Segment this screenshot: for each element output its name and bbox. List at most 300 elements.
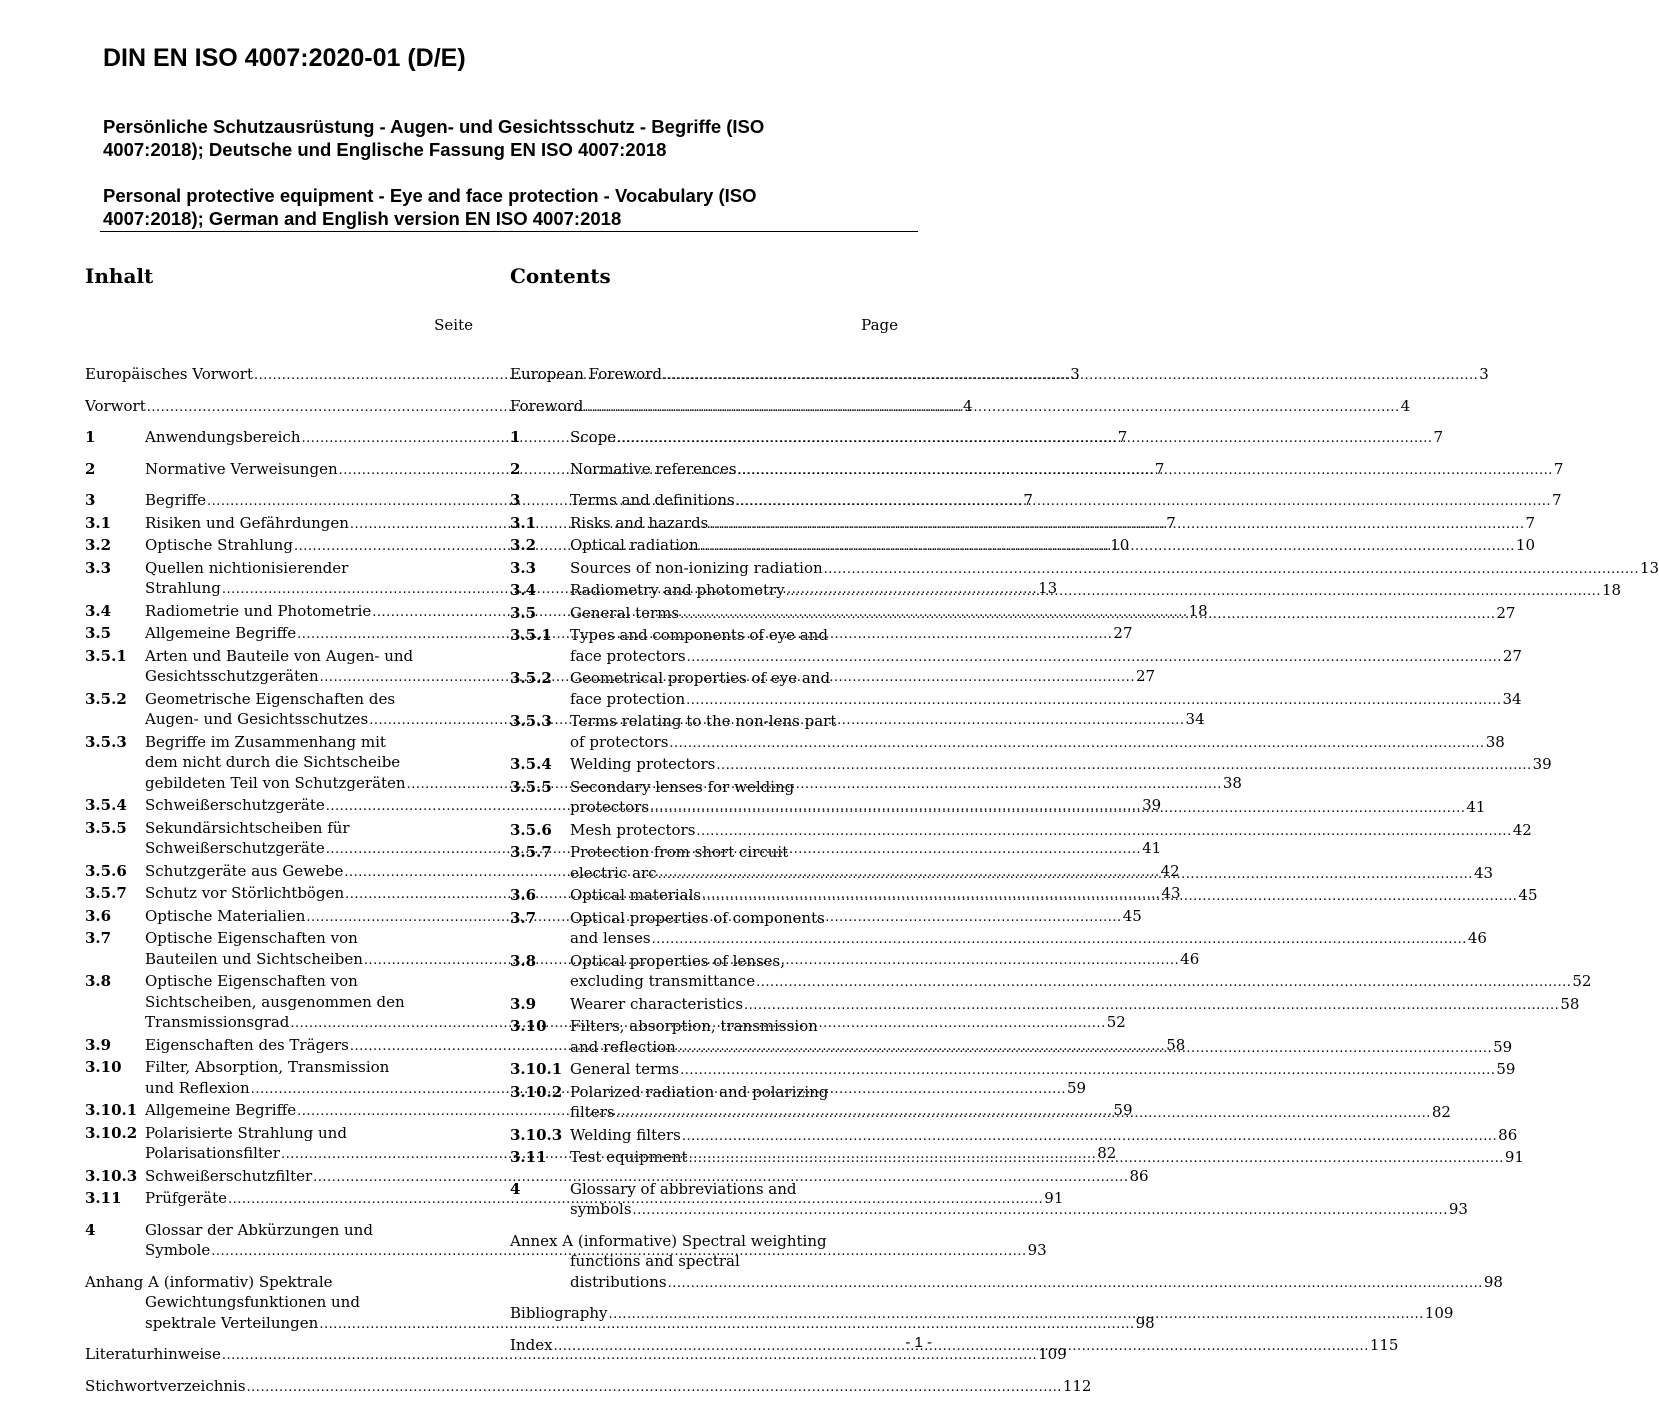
toc-entry-text — [570, 1125, 1517, 1148]
toc-entry-title: and reflection — [570, 1037, 676, 1056]
toc-entry-number: 3.5.6 — [85, 861, 127, 880]
toc-entry-number: 3.10.3 — [85, 1166, 138, 1185]
toc-entry-page: 27 — [1496, 603, 1516, 622]
toc-entry-number: 3.10.3 — [510, 1125, 563, 1144]
toc-entry-line: Protection from short circuit — [570, 843, 789, 861]
toc-english-list — [510, 364, 1659, 1357]
toc-entry-text — [570, 625, 1522, 668]
toc-leader-dots — [680, 605, 1495, 626]
toc-entry-number: 3.5.3 — [510, 712, 552, 730]
toc-entry-page: 109 — [1424, 1304, 1454, 1322]
toc-entry-number: 3 — [85, 491, 96, 509]
toc-english-page-label: Page — [861, 316, 898, 334]
toc-entry-line: functions and spectral — [570, 1252, 740, 1270]
toc-leader-dots — [744, 996, 1559, 1017]
toc-entry-title: Anwendungsbereich — [145, 428, 301, 446]
title-english-line1: Personal protective equipment - Eye and face protection - Vocabulary (ISO — [103, 185, 757, 206]
toc-entry-text — [85, 1376, 1091, 1399]
toc-entry-title: Begriffe — [145, 491, 207, 509]
title-english — [103, 184, 883, 230]
toc-entry-number: 3.5.7 — [85, 884, 127, 902]
toc-entry-title: gebildeten Teil von Schutzgeräten — [145, 773, 406, 792]
toc-entry-page: 52 — [1106, 1013, 1126, 1031]
toc-entry-title: Bibliography — [510, 1304, 608, 1322]
toc-leader-dots — [709, 515, 1524, 536]
toc-entry-page: 3 — [1070, 365, 1080, 383]
toc-entry-title: Optische Materialien — [145, 906, 306, 925]
toc-entry-page: 98 — [1483, 1272, 1503, 1291]
title-german-line2: 4007:2018); Deutsche und Englische Fassung EN ISO 4007:2018 — [103, 139, 667, 160]
toc-entry-title: Optical materials — [570, 886, 702, 904]
toc-entry-title: Bauteilen und Sichtscheiben — [145, 949, 363, 968]
toc-entry-page: 41 — [1142, 839, 1162, 857]
toc-entry-page: 18 — [1601, 581, 1622, 599]
toc-gap — [510, 1170, 898, 1179]
toc-entry-number: 3.5 — [510, 603, 537, 622]
toc-entry-title: Test equipment — [570, 1148, 688, 1166]
toc-entry-text — [570, 1179, 1468, 1222]
toc-entry-text — [570, 842, 1493, 885]
toc-entry-title: Schutz vor Störlichtbögen — [145, 884, 345, 902]
toc-entry-text — [570, 711, 1505, 754]
toc-gap — [85, 1367, 473, 1376]
toc-entry-number: 3.5.3 — [85, 732, 127, 751]
toc-entry-page: 4 — [1400, 396, 1411, 415]
toc-entry-number: 3.7 — [510, 908, 537, 927]
toc-entry-text — [570, 668, 1522, 711]
toc-entry-number: 4 — [510, 1179, 521, 1198]
toc-entry-title: Risiken und Gefährdungen — [145, 513, 349, 532]
toc-gap — [510, 1222, 898, 1231]
toc-entry-page: 45 — [1122, 906, 1142, 925]
toc-entry-number: 3.10.1 — [85, 1101, 138, 1119]
toc-entry-page: 34 — [1185, 710, 1205, 728]
toc-entry-title: Allgemeine Begriffe — [145, 624, 297, 642]
toc-entry-line: Glossary of abbreviations and — [570, 1179, 797, 1198]
toc-leader-dots — [658, 865, 1473, 886]
toc-entry-title: electric arc — [570, 863, 657, 882]
toc-entry-page: 58 — [1560, 994, 1580, 1013]
toc-entry-text — [570, 535, 1535, 558]
toc-entry-page: 43 — [1473, 863, 1494, 882]
toc-entry-title: Symbole — [145, 1241, 211, 1259]
toc-entry-text — [570, 908, 1487, 951]
toc-entry-page: 7 — [1154, 459, 1165, 478]
toc-entry-page: 93 — [1448, 1200, 1468, 1218]
toc-entry-title: distributions — [570, 1272, 667, 1291]
toc-entry-page: 46 — [1180, 949, 1200, 968]
toc-entry-page: 52 — [1572, 972, 1592, 990]
toc-entry-page: 38 — [1485, 732, 1505, 751]
toc-entry-number: 2 — [510, 459, 521, 478]
toc-entry-line: Terms relating to the non-lens part — [570, 712, 837, 730]
toc-german-page-label: Seite — [434, 316, 473, 334]
toc-entry-number: 3.10 — [85, 1058, 122, 1076]
toc-entry-number: 4 — [85, 1220, 96, 1239]
toc-entry-text — [570, 580, 1621, 603]
toc-entry-number: 3.10.2 — [85, 1123, 138, 1142]
toc-entry-number: 3.8 — [85, 972, 112, 990]
toc-entry-text — [570, 558, 1659, 581]
document-id: DIN EN ISO 4007:2020-01 (D/E) — [103, 44, 466, 72]
header-divider — [100, 231, 918, 232]
toc-entry-number: 3.7 — [85, 929, 112, 947]
toc-entry-page: 59 — [1113, 1101, 1133, 1119]
toc-entry[interactable] — [510, 1059, 1516, 1082]
toc-entry-page: 3 — [1479, 365, 1489, 383]
toc-entry[interactable] — [510, 994, 1580, 1017]
toc-entry-text — [570, 513, 1535, 536]
toc-entry-number: 3.1 — [85, 513, 112, 532]
toc-entry-title: Wearer characteristics — [570, 994, 744, 1013]
toc-entry-text — [570, 1147, 1524, 1170]
toc-entry-number: 3.11 — [510, 1148, 547, 1166]
toc-entry-number: 3.6 — [510, 886, 537, 904]
toc-entry-line: Types and components of eye and — [570, 626, 828, 644]
toc-entry-page: 59 — [1496, 1060, 1516, 1078]
toc-entry-text — [570, 885, 1538, 908]
toc-entry-title: Strahlung — [145, 579, 221, 597]
toc-gap — [510, 418, 898, 427]
toc-entry-title: Scope — [570, 428, 617, 446]
toc-entry-number: 3.10 — [510, 1017, 547, 1035]
toc-entry-number: 3.5.4 — [510, 755, 552, 773]
title-english-line2: 4007:2018); German and English version EN ISO 4007:2018 — [103, 208, 622, 229]
toc-entry-page: 98 — [1135, 1313, 1155, 1332]
toc-entry[interactable] — [510, 1125, 1518, 1148]
toc-leader-dots — [736, 492, 1551, 513]
toc-entry-text — [510, 1231, 1503, 1295]
toc-gap — [85, 1335, 473, 1344]
toc-entry-text — [570, 603, 1515, 626]
toc-entry[interactable] — [510, 513, 1536, 536]
toc-entry-title: Polarisationsfilter — [145, 1144, 280, 1162]
toc-entry-line: Annex A (informative) Spectral weighting — [510, 1231, 827, 1250]
toc-entry-page: 112 — [1062, 1376, 1092, 1395]
toc-entry-title: Index — [510, 1335, 553, 1354]
toc-leader-dots — [617, 429, 1432, 450]
toc-leader-dots — [668, 1274, 1483, 1295]
toc-leader-dots — [663, 366, 1478, 387]
toc-entry-title: Schweißerschutzgeräte — [145, 796, 325, 814]
toc-entry-title: excluding transmittance — [570, 972, 756, 990]
toc-entry-page: 7 — [1525, 513, 1536, 532]
toc-entry[interactable] — [510, 820, 1532, 843]
toc-entry-title: Risks and hazards — [570, 513, 709, 532]
toc-entry-line: Optische Eigenschaften von — [145, 929, 358, 947]
page-number: - 1 - — [905, 1334, 932, 1351]
toc-entry-line: Optische Eigenschaften von — [145, 972, 358, 990]
title-german — [103, 115, 883, 161]
toc-entry-title: Optische Strahlung — [145, 536, 293, 554]
toc-entry-text — [510, 1335, 1398, 1358]
toc-leader-dots — [687, 648, 1502, 669]
toc-entry-page: 91 — [1504, 1148, 1524, 1166]
toc-entry-title: Welding filters — [570, 1125, 681, 1144]
toc-entry-line: Sekundärsichtscheiben für — [145, 818, 350, 837]
toc-entry-line: Polarized radiation and polarizing — [570, 1082, 829, 1101]
toc-leader-dots — [738, 461, 1553, 482]
toc-entry-title: Schweißerschutzfilter — [145, 1166, 313, 1185]
toc-entry-line: Polarisierte Strahlung und — [145, 1123, 347, 1142]
toc-entry-page: 38 — [1222, 773, 1242, 792]
toc-entry-title: Radiometrie und Photometrie — [145, 601, 372, 620]
toc-entry-page: 34 — [1502, 689, 1522, 708]
toc-entry-title: European Foreword — [510, 365, 662, 383]
toc-entry-number: 3.5 — [85, 624, 112, 642]
toc-entry-page: 45 — [1518, 886, 1538, 904]
toc-entry-page: 115 — [1369, 1335, 1399, 1354]
toc-leader-dots — [247, 1378, 1062, 1399]
toc-entry-page: 46 — [1467, 929, 1487, 947]
toc-entry-title: protectors — [570, 798, 650, 816]
toc-leader-dots — [756, 973, 1571, 994]
toc-entry-page: 7 — [1023, 491, 1033, 509]
toc-entry-page: 86 — [1498, 1125, 1518, 1144]
toc-entry-page: 82 — [1431, 1103, 1451, 1121]
toc-entry-number: 3.5.6 — [510, 820, 552, 839]
toc-entry-text — [570, 951, 1591, 994]
toc-entry-page: 27 — [1113, 624, 1133, 642]
toc-leader-dots — [700, 537, 1515, 558]
toc-entry-title: Welding protectors — [570, 755, 716, 773]
toc-entry[interactable] — [510, 427, 1444, 450]
toc-gap — [85, 481, 473, 490]
toc-entry-number: 3.5.1 — [510, 626, 552, 644]
toc-gap — [85, 450, 473, 459]
toc-leader-dots — [616, 1104, 1431, 1125]
toc-entry-page: 7 — [1117, 428, 1128, 446]
toc-entry-page: 58 — [1166, 1035, 1186, 1054]
toc-gap — [510, 1294, 898, 1303]
toc-entry-title: filters — [570, 1103, 615, 1121]
toc-entry-line: Anhang A (informativ) Spektrale — [85, 1272, 333, 1291]
toc-entry-page: 13 — [1038, 579, 1058, 597]
toc-entry-number: 3.11 — [85, 1189, 122, 1207]
toc-entry-number: 3.5.2 — [510, 669, 552, 687]
toc-entry-line: Glossar der Abkürzungen und — [145, 1220, 373, 1239]
toc-entry-title: Transmissionsgrad — [145, 1013, 290, 1031]
toc-entry-number: 3.9 — [85, 1035, 112, 1054]
toc-entry-number: 2 — [85, 459, 96, 478]
toc-entry-line: Sichtscheiben, ausgenommen den — [145, 992, 405, 1011]
toc-entry-line: Geometrische Eigenschaften des — [145, 689, 396, 708]
toc-entry-page: 7 — [1433, 428, 1444, 446]
toc-entry-page: 42 — [1160, 861, 1180, 880]
toc-entry-title: Vorwort — [85, 396, 146, 415]
toc-gap — [85, 1263, 473, 1272]
toc-leader-dots — [669, 734, 1484, 755]
toc-entry-title: spektrale Verteilungen — [145, 1313, 319, 1332]
toc-entry-title: of protectors — [570, 732, 669, 751]
toc-entry-number: 3.10.2 — [510, 1082, 563, 1101]
toc-gap — [85, 418, 473, 427]
toc-entry[interactable] — [510, 396, 1411, 419]
toc-entry-page: 7 — [1552, 491, 1562, 509]
toc-entry-line: Optical properties of lenses, — [570, 951, 785, 970]
toc-entry[interactable] — [510, 364, 1489, 387]
toc-entry-title: General terms — [570, 1060, 680, 1078]
toc-entry-line: Geometrical properties of eye and — [570, 669, 831, 687]
toc-entry-title: Schutzgeräte aus Gewebe — [145, 861, 344, 880]
toc-english-heading: Contents — [510, 264, 611, 288]
toc-entry-number: 1 — [510, 428, 521, 446]
toc-entry-line: Filter, Absorption, Transmission — [145, 1058, 390, 1076]
title-german-line1: Persönliche Schutzausrüstung - Augen- und Gesichtsschutz - Begriffe (ISO — [103, 116, 765, 137]
toc-entry-page: 10 — [1110, 536, 1130, 554]
toc-entry-text — [570, 777, 1485, 820]
toc-entry-page: 39 — [1532, 755, 1552, 773]
toc-entry-text — [570, 427, 1443, 450]
toc-entry-title: Foreword — [510, 396, 584, 415]
toc-entry-text — [570, 490, 1562, 513]
toc-entry-title: General terms — [570, 603, 680, 622]
toc-entry-number: 3.5.4 — [85, 796, 127, 814]
toc-entry-number: 3.6 — [85, 906, 112, 925]
toc-entry-title: face protectors — [570, 646, 686, 665]
toc-entry-page: 39 — [1142, 796, 1162, 814]
toc-leader-dots — [716, 756, 1531, 777]
toc-entry[interactable] — [510, 558, 1659, 581]
toc-leader-dots — [584, 398, 1399, 419]
toc-leader-dots — [677, 1039, 1492, 1060]
toc-leader-dots — [633, 1201, 1448, 1222]
toc-entry-page: 59 — [1067, 1078, 1087, 1097]
toc-gap — [85, 387, 473, 396]
toc-entry-page: 27 — [1135, 667, 1156, 685]
toc-entry-number: 3.5.2 — [85, 689, 127, 708]
toc-entry-page: 27 — [1502, 646, 1522, 665]
toc-entry-text — [570, 459, 1563, 482]
toc-entry[interactable] — [510, 490, 1562, 513]
toc-entry-title: Allgemeine Begriffe — [145, 1101, 297, 1119]
toc-entry-number: 3.3 — [85, 558, 112, 577]
toc-entry-title: Normative references — [570, 459, 737, 478]
toc-entry[interactable] — [85, 1376, 1092, 1399]
toc-entry-page: 4 — [963, 396, 973, 415]
toc-german-heading: Inhalt — [85, 264, 154, 288]
toc-entry-text — [570, 1016, 1512, 1059]
toc-leader-dots — [652, 930, 1467, 951]
toc-leader-dots — [689, 1149, 1504, 1170]
toc-gap — [510, 1326, 898, 1335]
toc-entry-title: face protection — [570, 689, 686, 708]
toc-entry-line: Optical properties of components — [570, 908, 825, 927]
toc-entry-number: 3.5.7 — [510, 843, 552, 861]
toc-entry[interactable] — [510, 625, 1522, 668]
toc-entry-title: symbols — [570, 1200, 632, 1218]
toc-leader-dots — [554, 1337, 1369, 1358]
toc-entry-title: und Reflexion — [145, 1078, 250, 1097]
toc-entry-text — [570, 1082, 1451, 1125]
toc-entry-text — [570, 754, 1552, 777]
toc-entry-line: Arten und Bauteile von Augen- und — [145, 646, 414, 665]
toc-entry-title: Mesh protectors — [570, 820, 696, 839]
toc-entry-number: 3.4 — [510, 581, 537, 599]
toc-gap — [85, 1211, 473, 1220]
toc-gap — [510, 387, 898, 396]
toc-entry-text — [510, 1303, 1453, 1326]
toc-entry-title: Radiometry and photometry — [570, 581, 785, 599]
toc-entry-number: 3.1 — [510, 513, 537, 532]
toc-entry-number: 3.5.5 — [85, 818, 127, 837]
toc-entry-page: 59 — [1493, 1037, 1513, 1056]
toc-entry-title: Stichwortverzeichnis — [85, 1376, 246, 1395]
toc-entry[interactable] — [510, 535, 1535, 558]
toc-entry-title: Europäisches Vorwort — [85, 365, 253, 383]
toc-leader-dots — [650, 799, 1465, 820]
toc-entry-line: dem nicht durch die Sichtscheibe — [145, 753, 401, 771]
toc-entry-page: 7 — [1553, 459, 1564, 478]
toc-entry-title: Terms and definitions — [570, 491, 735, 509]
toc-leader-dots — [680, 1061, 1495, 1082]
toc-entry-title: Eigenschaften des Trägers — [145, 1035, 349, 1054]
toc-entry-page: 91 — [1044, 1189, 1064, 1207]
toc-entry-number: 3 — [510, 491, 521, 509]
toc-english — [510, 262, 1659, 1357]
toc-entry-title: Normative Verweisungen — [145, 459, 338, 478]
toc-entry-number: 3.8 — [510, 951, 537, 970]
toc-entry-title: Schweißerschutzgeräte — [145, 839, 325, 857]
toc-entry-line: Secondary lenses for welding — [570, 777, 795, 796]
toc-entry-number: 3.10.1 — [510, 1060, 563, 1078]
toc-entry-text — [510, 364, 1489, 387]
toc-entry-page: 93 — [1027, 1241, 1047, 1259]
toc-leader-dots — [702, 887, 1517, 908]
toc-entry-title: Prüfgeräte — [145, 1189, 227, 1207]
toc-entry-line: Gewichtungsfunktionen und — [145, 1293, 360, 1311]
toc-entry-text — [570, 820, 1532, 843]
toc-entry-title: Augen- und Gesichtsschutzes — [145, 710, 369, 728]
toc-entry-page: 18 — [1188, 601, 1208, 620]
toc-entry-number: 3.2 — [85, 536, 112, 554]
toc-entry-page: 41 — [1466, 798, 1486, 816]
toc-entry-number: 1 — [85, 428, 96, 446]
toc-entry-number: 3.2 — [510, 536, 537, 554]
toc-entry-number: 3.5.5 — [510, 777, 552, 796]
toc-entry-number: 3.9 — [510, 994, 537, 1013]
toc-entry-title: Gesichtsschutzgeräten — [145, 667, 319, 685]
toc-entry-number: 3.3 — [510, 558, 537, 577]
toc-entry-number: 3.4 — [85, 601, 112, 620]
toc-entry-title: and lenses — [570, 929, 651, 947]
toc-leader-dots — [609, 1305, 1424, 1326]
toc-entry-page: 42 — [1512, 820, 1532, 839]
toc-entry-page: 10 — [1515, 536, 1535, 554]
toc-leader-dots — [696, 822, 1511, 843]
toc-entry-title: Optical radiation — [570, 536, 699, 554]
toc-leader-dots — [686, 691, 1501, 712]
toc-entry-title: Literaturhinweise — [85, 1345, 221, 1363]
toc-entry-page: 7 — [1166, 513, 1176, 532]
toc-entry-text — [570, 1059, 1515, 1082]
toc-entry-page: 86 — [1129, 1166, 1149, 1185]
toc-gap — [510, 450, 898, 459]
toc-gap — [510, 481, 898, 490]
toc-entry-text — [510, 396, 1410, 419]
toc-entry-line: Filters, absorption, transmission — [570, 1017, 818, 1035]
toc-leader-dots — [824, 560, 1639, 581]
toc-entry[interactable] — [510, 459, 1564, 482]
toc-leader-dots — [786, 582, 1601, 603]
toc-entry-page: 109 — [1038, 1345, 1067, 1363]
toc-entry-page: 82 — [1097, 1144, 1117, 1162]
toc-leader-dots — [682, 1127, 1497, 1148]
toc-entry[interactable] — [510, 754, 1552, 777]
toc-entry-text — [570, 994, 1579, 1017]
toc-entry-number: 3.5.1 — [85, 646, 127, 665]
toc-entry-line: Begriffe im Zusammenhang mit — [145, 732, 386, 751]
